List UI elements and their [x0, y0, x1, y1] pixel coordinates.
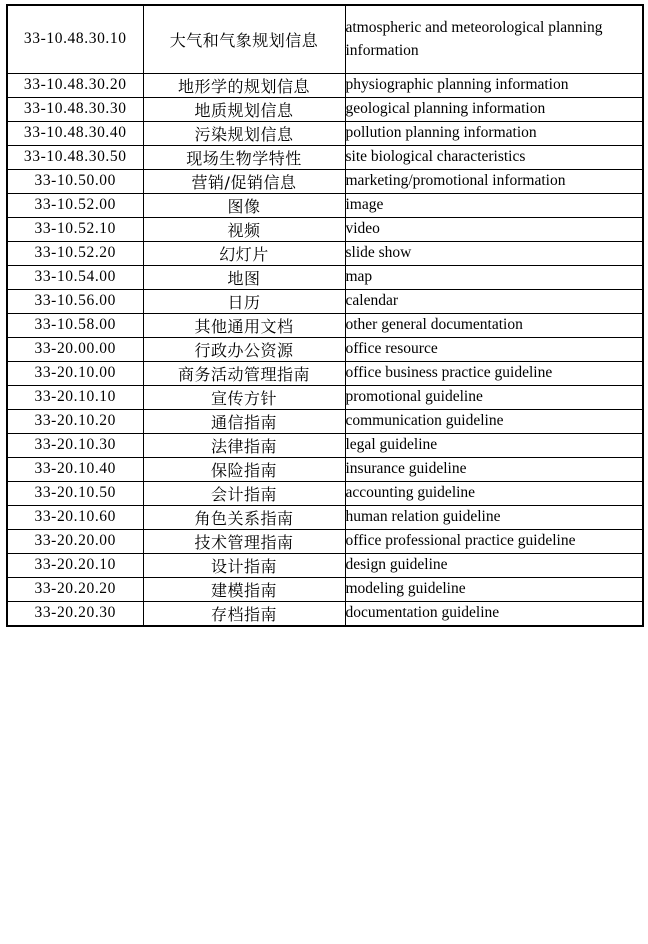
cell-code: 33-20.00.00 [7, 337, 143, 361]
table-row [7, 193, 643, 217]
cell-chinese-term: 其他通用文档 [143, 313, 345, 337]
cell-english-term: documentation guideline [345, 601, 643, 626]
cell-chinese-term: 法律指南 [143, 433, 345, 457]
cell-chinese-term: 幻灯片 [143, 241, 345, 265]
cell-chinese-term: 污染规划信息 [143, 121, 345, 145]
cell-english-term: image [345, 193, 643, 217]
cell-code: 33-10.48.30.50 [7, 145, 143, 169]
table-body [7, 5, 643, 626]
cell-chinese-term: 技术管理指南 [143, 529, 345, 553]
cell-english-term: office resource [345, 337, 643, 361]
table-row [7, 361, 643, 385]
cell-code: 33-10.52.20 [7, 241, 143, 265]
cell-english-term: modeling guideline [345, 577, 643, 601]
cell-chinese-term: 通信指南 [143, 409, 345, 433]
cell-chinese-term: 地图 [143, 265, 345, 289]
table-row [7, 145, 643, 169]
cell-english-term: site biological characteristics [345, 145, 643, 169]
cell-code: 33-20.20.30 [7, 601, 143, 626]
table-row [7, 241, 643, 265]
cell-english-term: other general documentation [345, 313, 643, 337]
cell-code: 33-10.48.30.10 [7, 5, 143, 73]
cell-code: 33-10.52.00 [7, 193, 143, 217]
table-row [7, 313, 643, 337]
cell-english-term: design guideline [345, 553, 643, 577]
cell-english-term: human relation guideline [345, 505, 643, 529]
table-row [7, 121, 643, 145]
table-row [7, 73, 643, 97]
table-row [7, 97, 643, 121]
cell-chinese-term: 现场生物学特性 [143, 145, 345, 169]
cell-code: 33-20.10.00 [7, 361, 143, 385]
cell-english-term: insurance guideline [345, 457, 643, 481]
cell-chinese-term: 图像 [143, 193, 345, 217]
cell-code: 33-20.20.10 [7, 553, 143, 577]
cell-chinese-term: 商务活动管理指南 [143, 361, 345, 385]
cell-code: 33-20.10.50 [7, 481, 143, 505]
cell-code: 33-10.48.30.30 [7, 97, 143, 121]
table-row [7, 5, 643, 73]
cell-english-term: office business practice guideline [345, 361, 643, 385]
cell-chinese-term: 设计指南 [143, 553, 345, 577]
cell-chinese-term: 建模指南 [143, 577, 345, 601]
cell-chinese-term: 存档指南 [143, 601, 345, 626]
cell-chinese-term: 宣传方针 [143, 385, 345, 409]
cell-chinese-term: 视频 [143, 217, 345, 241]
cell-english-term: accounting guideline [345, 481, 643, 505]
cell-code: 33-20.10.40 [7, 457, 143, 481]
cell-code: 33-10.48.30.20 [7, 73, 143, 97]
cell-code: 33-10.48.30.40 [7, 121, 143, 145]
classification-code-table [6, 4, 644, 627]
table-row [7, 577, 643, 601]
cell-code: 33-10.56.00 [7, 289, 143, 313]
cell-english-term: atmospheric and meteorological planning information [345, 5, 643, 73]
cell-code: 33-10.54.00 [7, 265, 143, 289]
cell-code: 33-10.52.10 [7, 217, 143, 241]
cell-chinese-term: 角色关系指南 [143, 505, 345, 529]
cell-english-term: office professional practice guideline [345, 529, 643, 553]
cell-code: 33-20.10.10 [7, 385, 143, 409]
table-row [7, 433, 643, 457]
table-row [7, 169, 643, 193]
table-row [7, 457, 643, 481]
cell-code: 33-20.10.60 [7, 505, 143, 529]
cell-english-term: geological planning information [345, 97, 643, 121]
cell-chinese-term: 大气和气象规划信息 [143, 5, 345, 73]
cell-chinese-term: 地质规划信息 [143, 97, 345, 121]
cell-code: 33-20.10.20 [7, 409, 143, 433]
table-row [7, 289, 643, 313]
cell-code: 33-20.20.00 [7, 529, 143, 553]
cell-chinese-term: 营销/促销信息 [143, 169, 345, 193]
table-row [7, 217, 643, 241]
cell-english-term: communication guideline [345, 409, 643, 433]
cell-english-term: slide show [345, 241, 643, 265]
cell-english-term: legal guideline [345, 433, 643, 457]
cell-code: 33-20.20.20 [7, 577, 143, 601]
cell-code: 33-20.10.30 [7, 433, 143, 457]
cell-english-term: marketing/promotional information [345, 169, 643, 193]
table-row [7, 601, 643, 626]
cell-english-term: calendar [345, 289, 643, 313]
cell-english-term: pollution planning information [345, 121, 643, 145]
cell-chinese-term: 会计指南 [143, 481, 345, 505]
table-row [7, 529, 643, 553]
table-row [7, 505, 643, 529]
cell-english-term: physiographic planning information [345, 73, 643, 97]
table-row [7, 409, 643, 433]
cell-chinese-term: 保险指南 [143, 457, 345, 481]
cell-english-term: video [345, 217, 643, 241]
cell-chinese-term: 日历 [143, 289, 345, 313]
cell-code: 33-10.58.00 [7, 313, 143, 337]
cell-english-term: map [345, 265, 643, 289]
cell-chinese-term: 行政办公资源 [143, 337, 345, 361]
table-row [7, 481, 643, 505]
cell-chinese-term: 地形学的规划信息 [143, 73, 345, 97]
table-row [7, 553, 643, 577]
cell-code: 33-10.50.00 [7, 169, 143, 193]
table-row [7, 337, 643, 361]
table-row [7, 265, 643, 289]
table-row [7, 385, 643, 409]
cell-english-term: promotional guideline [345, 385, 643, 409]
